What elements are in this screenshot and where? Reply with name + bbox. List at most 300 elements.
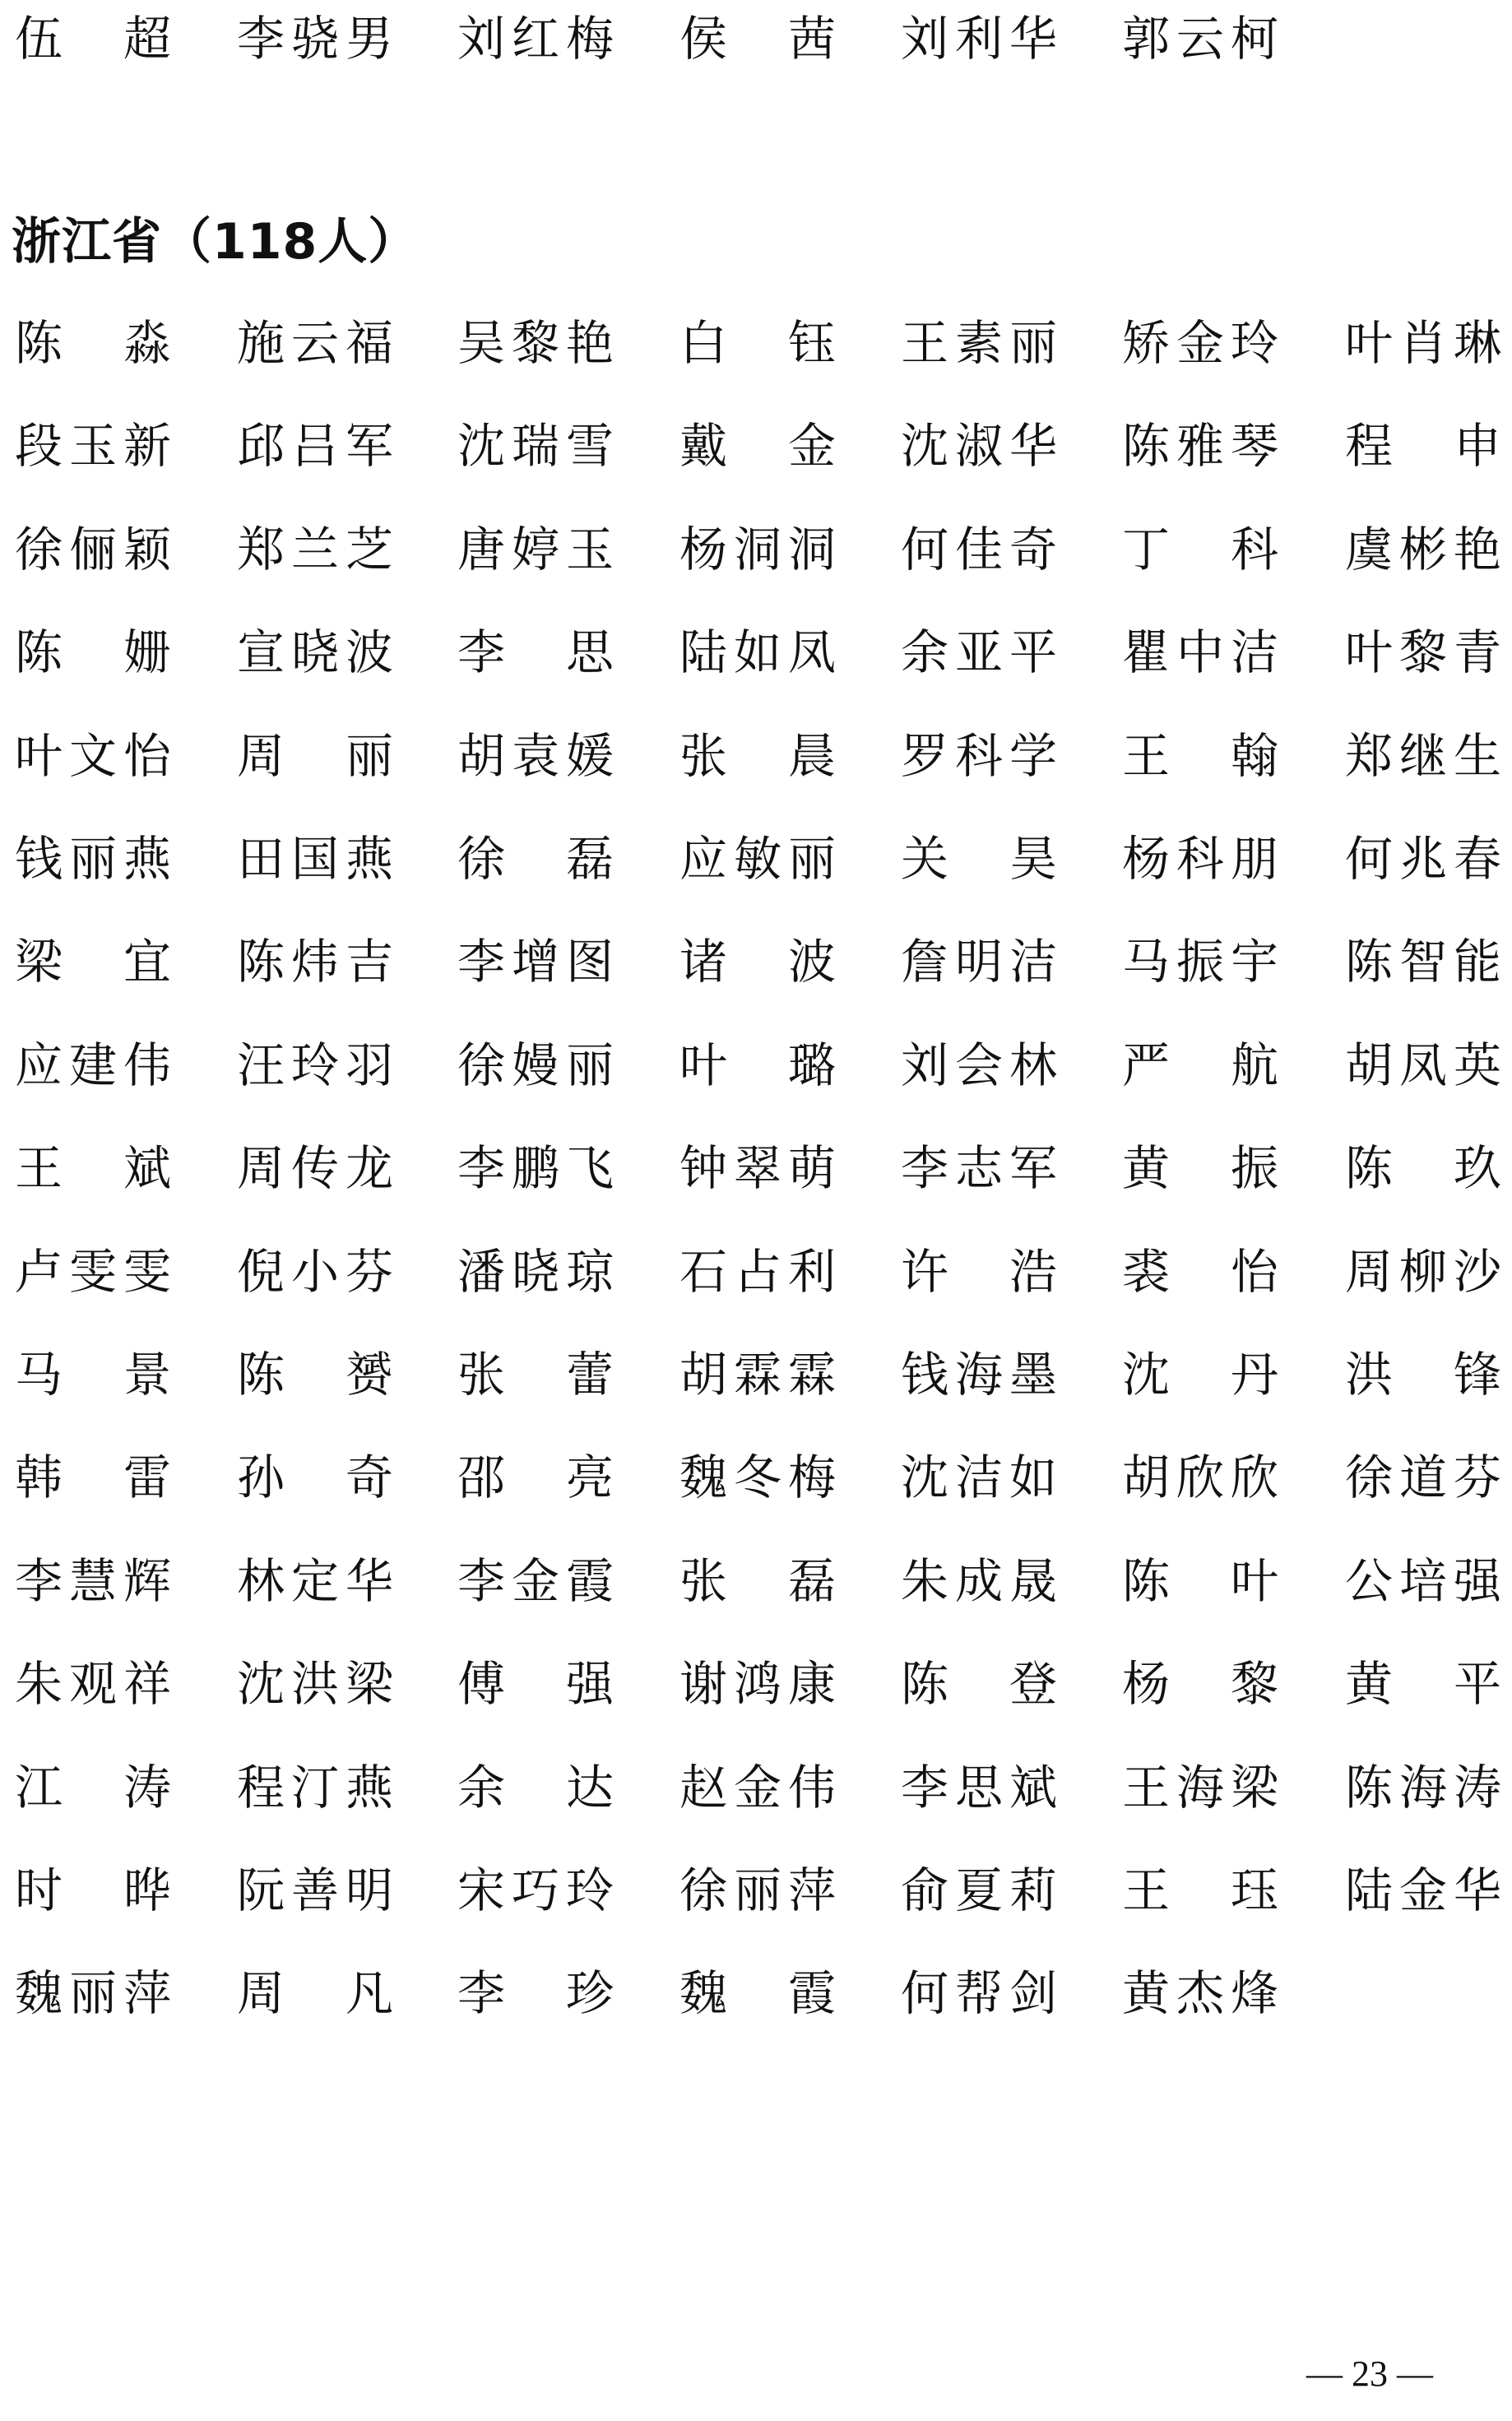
name-char: 淼 [123, 315, 171, 371]
name-char: 云 [290, 315, 339, 371]
name-char: 应 [679, 831, 728, 887]
name-char: 成 [954, 1552, 1003, 1609]
name-char: 宋 [457, 1862, 506, 1918]
name-char: 军 [1009, 1140, 1057, 1197]
name-char: 张 [457, 1347, 506, 1403]
name-char: 关 [901, 831, 949, 887]
name-cell [15, 1338, 171, 1412]
name-char: 奇 [345, 1449, 393, 1506]
name-char: 善 [290, 1862, 339, 1918]
name-char: 烽 [1230, 1965, 1278, 2022]
name-cell [15, 1235, 171, 1309]
name-char: 海 [1176, 1759, 1224, 1816]
name-char: 增 [511, 934, 559, 990]
name-char: 魏 [15, 1965, 63, 2022]
name-char: 宜 [123, 934, 171, 990]
name-char: 艳 [565, 315, 614, 371]
name-char: 霖 [787, 1347, 836, 1403]
name-char: 邱 [237, 418, 285, 475]
name-char: 春 [1453, 831, 1501, 887]
name-char: 林 [1009, 1037, 1057, 1093]
name-char: 玖 [1453, 1140, 1501, 1197]
name-char: 蕾 [565, 1347, 614, 1403]
name-char: 超 [123, 11, 171, 67]
name-char: 霞 [565, 1552, 614, 1609]
name-char: 沈 [457, 418, 506, 475]
name-cell [901, 1338, 1057, 1412]
name-char: 媛 [565, 727, 614, 784]
name-char: 雯 [123, 1243, 171, 1300]
name-cell [237, 2, 393, 76]
name-cell [1122, 512, 1278, 587]
name-char: 洪 [1345, 1347, 1394, 1403]
name-cell [901, 1028, 1057, 1102]
name-char: 朋 [1230, 831, 1278, 887]
name-cell [15, 1956, 171, 2030]
name-cell [15, 1853, 171, 1927]
name-char: 彬 [1398, 521, 1447, 577]
name-char: 胡 [1345, 1037, 1394, 1093]
name-char: 玉 [565, 521, 614, 577]
name-char: 燕 [123, 831, 171, 887]
name-char: 丽 [565, 1037, 614, 1093]
name-char: 波 [345, 624, 393, 681]
name-char: 王 [1122, 1862, 1171, 1918]
name-char: 金 [733, 1759, 782, 1816]
name-char: 燕 [345, 1759, 393, 1816]
name-char: 严 [1122, 1037, 1171, 1093]
name-char: 张 [679, 1552, 728, 1609]
name-cell [237, 925, 393, 999]
name-char: 婷 [511, 521, 559, 577]
name-char: 金 [511, 1552, 559, 1609]
name-char: 肖 [1398, 315, 1447, 371]
name-char: 余 [457, 1759, 506, 1816]
name-char: 申 [1453, 418, 1501, 475]
name-char: 建 [68, 1037, 117, 1093]
name-char: 云 [1176, 11, 1224, 67]
name-char: 矫 [1122, 315, 1171, 371]
name-cell [457, 822, 614, 896]
name-char: 林 [237, 1552, 285, 1609]
name-char: 徐 [457, 831, 506, 887]
name-cell [679, 615, 836, 689]
name-char: 晓 [511, 1243, 559, 1300]
name-char: 道 [1398, 1449, 1447, 1506]
name-char: 琼 [565, 1243, 614, 1300]
name-cell [457, 615, 614, 689]
name-char: 吕 [290, 418, 339, 475]
name-char: 祥 [123, 1656, 171, 1713]
name-char: 锋 [1453, 1347, 1501, 1403]
name-cell [15, 306, 171, 380]
name-char: 翠 [733, 1140, 782, 1197]
name-cell [901, 1647, 1057, 1721]
name-char: 陈 [1122, 418, 1171, 475]
name-cell [457, 1544, 614, 1618]
name-char: 汀 [290, 1759, 339, 1816]
name-char: 黄 [1345, 1656, 1394, 1713]
name-char: 生 [1453, 727, 1501, 784]
name-char: 黄 [1122, 1140, 1171, 1197]
name-char: 怡 [123, 727, 171, 784]
name-char: 魏 [679, 1449, 728, 1506]
name-char: 江 [15, 1759, 63, 1816]
name-cell [457, 1956, 614, 2030]
name-char: 俞 [901, 1862, 949, 1918]
name-char: 施 [237, 315, 285, 371]
name-char: 朱 [901, 1552, 949, 1609]
name-char: 帮 [954, 1965, 1003, 2022]
name-char: 李 [901, 1140, 949, 1197]
name-char: 振 [1176, 934, 1224, 990]
name-cell [679, 1956, 836, 2030]
name-char: 杨 [1122, 1656, 1171, 1713]
name-char: 国 [290, 831, 339, 887]
name-char: 登 [1009, 1656, 1057, 1713]
name-char: 何 [901, 521, 949, 577]
name-char: 陈 [15, 624, 63, 681]
name-cell [1345, 1131, 1501, 1205]
name-char: 梁 [345, 1656, 393, 1713]
name-char: 涛 [1453, 1759, 1501, 1816]
name-cell [1345, 1751, 1501, 1825]
name-char: 田 [237, 831, 285, 887]
name-char: 斌 [123, 1140, 171, 1197]
name-char: 许 [901, 1243, 949, 1300]
name-cell [679, 306, 836, 380]
name-char: 钱 [901, 1347, 949, 1403]
name-cell [457, 719, 614, 793]
name-char: 萍 [787, 1862, 836, 1918]
name-char: 会 [954, 1037, 1003, 1093]
name-char: 杨 [1122, 831, 1171, 887]
name-char: 雅 [1176, 418, 1224, 475]
name-char: 瞿 [1122, 624, 1171, 681]
name-char: 魏 [679, 1965, 728, 2022]
name-char: 马 [1122, 934, 1171, 990]
name-char: 思 [954, 1759, 1003, 1816]
name-char: 倪 [237, 1243, 285, 1300]
name-cell [901, 925, 1057, 999]
name-cell [15, 1647, 171, 1721]
name-cell [679, 925, 836, 999]
name-cell [237, 512, 393, 587]
name-char: 李 [457, 624, 506, 681]
name-char: 郭 [1122, 11, 1171, 67]
name-cell [1345, 1647, 1501, 1721]
name-char: 钰 [787, 315, 836, 371]
name-cell [1122, 1028, 1278, 1102]
name-char: 辉 [123, 1552, 171, 1609]
name-char: 骁 [290, 11, 339, 67]
name-char: 徐 [1345, 1449, 1394, 1506]
name-char: 传 [290, 1140, 339, 1197]
name-char: 金 [1176, 315, 1224, 371]
name-char: 翰 [1230, 727, 1278, 784]
name-char: 玲 [1230, 315, 1278, 371]
name-cell [1122, 1647, 1278, 1721]
name-char: 沈 [237, 1656, 285, 1713]
name-cell [15, 822, 171, 896]
name-char: 胡 [457, 727, 506, 784]
name-char: 程 [237, 1759, 285, 1816]
name-char: 卢 [15, 1243, 63, 1300]
name-char: 兰 [290, 521, 339, 577]
name-char: 丹 [1230, 1347, 1278, 1403]
name-char: 瑞 [511, 418, 559, 475]
name-char: 平 [1453, 1656, 1501, 1713]
name-cell [1122, 1853, 1278, 1927]
name-cell [457, 925, 614, 999]
name-cell [237, 306, 393, 380]
name-char: 杰 [1176, 1965, 1224, 2022]
name-cell [237, 822, 393, 896]
name-cell [15, 1028, 171, 1102]
name-cell [15, 2, 171, 76]
name-char: 黎 [1398, 624, 1447, 681]
name-char: 诸 [679, 934, 728, 990]
name-cell [237, 1235, 393, 1309]
name-char: 梁 [1230, 1759, 1278, 1816]
name-char: 芝 [345, 521, 393, 577]
name-cell [15, 512, 171, 587]
name-char: 陈 [1345, 934, 1394, 990]
name-char: 强 [565, 1656, 614, 1713]
name-cell [457, 1338, 614, 1412]
name-cell [901, 1751, 1057, 1825]
name-char: 磊 [787, 1552, 836, 1609]
name-char: 凤 [1398, 1037, 1447, 1093]
name-char: 明 [345, 1862, 393, 1918]
name-cell [901, 1956, 1057, 2030]
name-cell [679, 512, 836, 587]
name-cell [457, 306, 614, 380]
name-char: 青 [1453, 624, 1501, 681]
name-char: 公 [1345, 1552, 1394, 1609]
name-cell [457, 1647, 614, 1721]
name-char: 马 [15, 1347, 63, 1403]
name-char: 戴 [679, 418, 728, 475]
name-char: 陈 [237, 934, 285, 990]
name-char: 陆 [1345, 1862, 1394, 1918]
name-cell [15, 925, 171, 999]
name-char: 明 [954, 934, 1003, 990]
name-char: 黎 [511, 315, 559, 371]
name-char: 应 [15, 1037, 63, 1093]
name-char: 叶 [679, 1037, 728, 1093]
name-char: 李 [457, 934, 506, 990]
name-char: 芬 [345, 1243, 393, 1300]
name-cell [901, 306, 1057, 380]
name-cell [1122, 1751, 1278, 1825]
name-cell [901, 409, 1057, 483]
page-number: — 23 — [1306, 2354, 1433, 2394]
name-char: 飞 [565, 1140, 614, 1197]
name-char: 观 [68, 1656, 117, 1713]
name-char: 如 [733, 624, 782, 681]
name-char: 丽 [68, 1965, 117, 2022]
name-char: 振 [1230, 1140, 1278, 1197]
name-char: 陈 [1345, 1759, 1394, 1816]
name-cell [457, 1028, 614, 1102]
name-cell [457, 1751, 614, 1825]
name-char: 学 [1009, 727, 1057, 784]
name-char: 邵 [457, 1449, 506, 1506]
name-char: 平 [1009, 624, 1057, 681]
name-char: 萍 [123, 1965, 171, 2022]
name-char: 奇 [1009, 521, 1057, 577]
name-cell [15, 1440, 171, 1514]
name-char: 伍 [15, 11, 63, 67]
name-char: 朱 [15, 1656, 63, 1713]
name-char: 羽 [345, 1037, 393, 1093]
name-char: 怡 [1230, 1243, 1278, 1300]
name-char: 洁 [1009, 934, 1057, 990]
name-cell [901, 1544, 1057, 1618]
name-cell [457, 1235, 614, 1309]
name-cell [901, 822, 1057, 896]
name-char: 李 [15, 1552, 63, 1609]
name-cell [1122, 719, 1278, 793]
name-cell [901, 1131, 1057, 1205]
name-char: 陈 [15, 315, 63, 371]
name-cell [457, 1440, 614, 1514]
name-cell [457, 1853, 614, 1927]
name-cell [237, 1853, 393, 1927]
name-char: 小 [290, 1243, 339, 1300]
name-cell [15, 615, 171, 689]
name-char: 时 [15, 1862, 63, 1918]
name-char: 素 [954, 315, 1003, 371]
name-cell [457, 2, 614, 76]
name-cell [1122, 822, 1278, 896]
name-char: 宣 [237, 624, 285, 681]
name-char: 叶 [1345, 624, 1394, 681]
name-char: 新 [123, 418, 171, 475]
name-cell [679, 822, 836, 896]
name-cell [15, 1751, 171, 1825]
name-char: 利 [954, 11, 1003, 67]
name-char: 图 [565, 934, 614, 990]
name-char: 珏 [1230, 1862, 1278, 1918]
name-char: 志 [954, 1140, 1003, 1197]
name-cell [15, 719, 171, 793]
name-char: 洞 [733, 521, 782, 577]
name-char: 梅 [787, 1449, 836, 1506]
name-char: 白 [679, 315, 728, 371]
name-char: 洪 [290, 1656, 339, 1713]
name-cell [901, 2, 1057, 76]
name-char: 海 [1398, 1759, 1447, 1816]
name-char: 华 [1009, 11, 1057, 67]
name-char: 巧 [511, 1862, 559, 1918]
name-char: 洁 [954, 1449, 1003, 1506]
name-char: 丽 [68, 831, 117, 887]
name-char: 芬 [1453, 1449, 1501, 1506]
name-cell [1122, 306, 1278, 380]
name-cell [901, 719, 1057, 793]
name-cell [1122, 2, 1278, 76]
name-char: 艳 [1453, 521, 1501, 577]
name-char: 雯 [68, 1243, 117, 1300]
name-char: 何 [901, 1965, 949, 2022]
name-cell [237, 615, 393, 689]
name-char: 谢 [679, 1656, 728, 1713]
name-char: 鸿 [733, 1656, 782, 1713]
name-char: 刘 [901, 11, 949, 67]
name-char: 潘 [457, 1243, 506, 1300]
name-char: 龙 [345, 1140, 393, 1197]
name-cell [1345, 512, 1501, 587]
name-char: 李 [237, 11, 285, 67]
name-char: 萌 [787, 1140, 836, 1197]
name-char: 海 [954, 1347, 1003, 1403]
name-char: 男 [345, 11, 393, 67]
name-cell [1122, 1544, 1278, 1618]
name-cell [237, 1338, 393, 1412]
name-char: 詹 [901, 934, 949, 990]
name-char: 陈 [237, 1347, 285, 1403]
name-char: 欣 [1176, 1449, 1224, 1506]
name-char: 周 [1345, 1243, 1394, 1300]
name-cell [679, 1131, 836, 1205]
name-cell [1345, 615, 1501, 689]
name-char: 继 [1398, 727, 1447, 784]
name-char: 张 [679, 727, 728, 784]
name-char: 培 [1398, 1552, 1447, 1609]
name-char: 赟 [345, 1347, 393, 1403]
name-char: 军 [345, 418, 393, 475]
name-cell [1122, 409, 1278, 483]
name-char: 柳 [1398, 1243, 1447, 1300]
name-cell [901, 512, 1057, 587]
name-char: 智 [1398, 934, 1447, 990]
name-char: 雪 [565, 418, 614, 475]
name-char: 李 [457, 1140, 506, 1197]
name-cell [679, 1751, 836, 1825]
name-char: 珍 [565, 1965, 614, 2022]
name-char: 丽 [733, 1862, 782, 1918]
name-char: 晓 [290, 624, 339, 681]
name-cell [1345, 822, 1501, 896]
name-cell [679, 2, 836, 76]
name-char: 侯 [679, 11, 728, 67]
name-char: 梁 [15, 934, 63, 990]
name-char: 科 [1176, 831, 1224, 887]
name-char: 晔 [123, 1862, 171, 1918]
name-char: 金 [787, 418, 836, 475]
name-char: 叶 [1345, 315, 1394, 371]
name-char: 强 [1453, 1552, 1501, 1609]
name-char: 亚 [954, 624, 1003, 681]
name-char: 丽 [1009, 315, 1057, 371]
name-char: 琴 [1230, 418, 1278, 475]
name-char: 玉 [68, 418, 117, 475]
name-char: 欣 [1230, 1449, 1278, 1506]
name-char: 徐 [15, 521, 63, 577]
name-char: 凤 [787, 624, 836, 681]
name-char: 王 [1122, 727, 1171, 784]
name-char: 梅 [565, 11, 614, 67]
name-char: 罗 [901, 727, 949, 784]
name-char: 叶 [1230, 1552, 1278, 1609]
name-char: 利 [787, 1243, 836, 1300]
name-char: 英 [1453, 1037, 1501, 1093]
name-char: 嫚 [511, 1037, 559, 1093]
name-cell [1345, 1338, 1501, 1412]
name-char: 福 [345, 315, 393, 371]
